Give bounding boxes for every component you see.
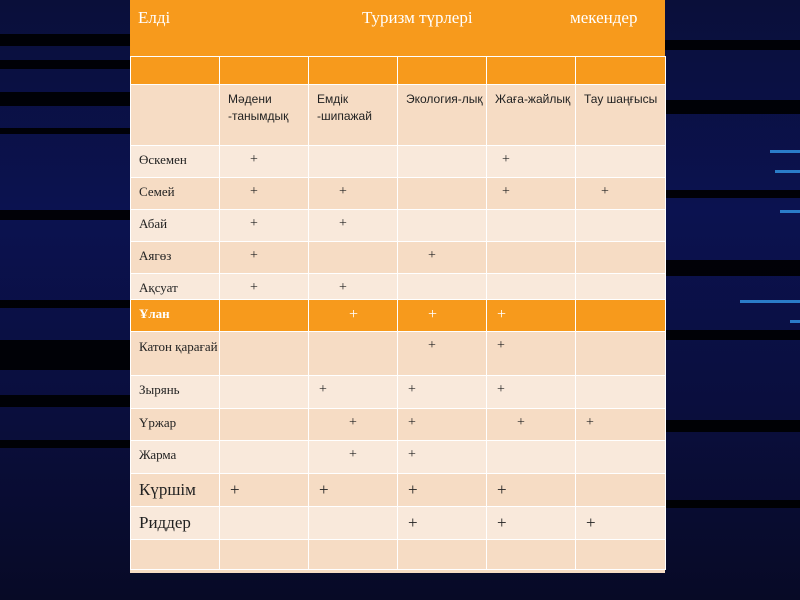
plus-mark: + <box>497 338 505 353</box>
plus-mark: + <box>250 184 258 199</box>
mark-cell <box>398 376 487 409</box>
header-col1: Елді <box>138 8 171 27</box>
mark-cell <box>220 274 309 300</box>
table-row <box>131 242 666 274</box>
mark-cell <box>220 332 309 376</box>
mark-cell <box>220 210 309 242</box>
mark-cell <box>398 300 487 332</box>
plus-mark: + <box>497 382 505 397</box>
plus-mark: + <box>428 338 436 353</box>
mark-cell <box>487 332 576 376</box>
mark-cell <box>398 474 487 507</box>
mark-cell <box>487 540 576 570</box>
mark-cell <box>220 300 309 332</box>
table-row <box>131 507 666 540</box>
plus-mark: + <box>349 447 357 462</box>
mark-cell <box>576 540 666 570</box>
tourism-table <box>130 0 665 573</box>
mark-cell <box>576 409 666 441</box>
plus-mark: + <box>408 480 418 499</box>
row-label: Абай <box>131 210 220 242</box>
row-label: Үржар <box>131 409 220 441</box>
mark-cell <box>576 441 666 474</box>
header-spacer-row <box>131 57 666 85</box>
table-row <box>131 300 666 332</box>
mark-cell <box>398 274 487 300</box>
mark-cell <box>309 441 398 474</box>
mark-cell <box>487 507 576 540</box>
table-row <box>131 332 666 376</box>
mark-cell <box>487 441 576 474</box>
plus-mark: + <box>349 415 357 430</box>
column-header: Экология-лық <box>398 85 487 147</box>
mark-cell <box>398 441 487 474</box>
header-col3: мекендер <box>570 8 638 27</box>
row-label: Күршім <box>131 474 220 507</box>
mark-cell <box>220 441 309 474</box>
mark-cell <box>576 300 666 332</box>
corner-cell <box>131 85 220 147</box>
plus-mark: + <box>250 248 258 263</box>
mark-cell <box>220 376 309 409</box>
mark-cell <box>487 242 576 274</box>
row-label: Өскемен <box>131 146 220 178</box>
mark-cell <box>487 376 576 409</box>
mark-cell <box>576 210 666 242</box>
table-row <box>131 274 666 300</box>
mark-cell <box>487 210 576 242</box>
mark-cell <box>220 242 309 274</box>
plus-mark: + <box>586 415 594 430</box>
plus-mark: + <box>502 152 510 167</box>
mark-cell <box>398 332 487 376</box>
column-header: Тау шаңғысы <box>576 85 666 147</box>
data-body <box>130 145 666 570</box>
row-label: Ұлан <box>131 300 220 332</box>
mark-cell <box>220 178 309 210</box>
mark-cell <box>487 409 576 441</box>
mark-cell <box>576 332 666 376</box>
plus-mark: + <box>250 152 258 167</box>
plus-mark: + <box>601 184 609 199</box>
mark-cell <box>487 178 576 210</box>
mark-cell <box>576 376 666 409</box>
mark-cell <box>576 274 666 300</box>
plus-mark: + <box>339 216 347 231</box>
mark-cell <box>398 409 487 441</box>
column-header: Мәдени -танымдық <box>220 85 309 147</box>
mark-cell <box>309 332 398 376</box>
mark-cell <box>309 178 398 210</box>
row-label: Катон қарағай <box>131 332 220 376</box>
plus-mark: + <box>497 306 507 323</box>
row-label: Риддер <box>131 507 220 540</box>
mark-cell <box>576 507 666 540</box>
mark-cell <box>309 507 398 540</box>
row-label: Ақсуат <box>131 274 220 300</box>
plus-mark: + <box>250 280 258 295</box>
mark-cell <box>309 474 398 507</box>
plus-mark: + <box>586 513 596 532</box>
table-row <box>131 540 666 570</box>
column-header-row <box>131 85 666 147</box>
plus-mark: + <box>408 382 416 397</box>
mark-cell <box>487 274 576 300</box>
mark-cell <box>309 540 398 570</box>
plus-mark: + <box>428 248 436 263</box>
column-header: Емдік -шипажай <box>309 85 398 147</box>
mark-cell <box>309 210 398 242</box>
table-row <box>131 376 666 409</box>
row-label: Зырянь <box>131 376 220 409</box>
row-label: Аягөз <box>131 242 220 274</box>
row-label <box>131 540 220 570</box>
table-row <box>131 474 666 507</box>
plus-mark: + <box>517 415 525 430</box>
mark-cell <box>398 540 487 570</box>
plus-mark: + <box>502 184 510 199</box>
table-row <box>131 409 666 441</box>
mark-cell <box>398 242 487 274</box>
data-grid <box>130 56 666 147</box>
table-row <box>131 441 666 474</box>
mark-cell <box>398 146 487 178</box>
plus-mark: + <box>250 216 258 231</box>
plus-mark: + <box>497 513 507 532</box>
mark-cell <box>309 300 398 332</box>
mark-cell <box>487 474 576 507</box>
plus-mark: + <box>339 184 347 199</box>
mark-cell <box>576 146 666 178</box>
row-label: Семей <box>131 178 220 210</box>
mark-cell <box>309 409 398 441</box>
mark-cell <box>220 540 309 570</box>
table-row <box>131 146 666 178</box>
plus-mark: + <box>319 382 327 397</box>
plus-mark: + <box>319 480 329 499</box>
table-header <box>130 0 665 56</box>
plus-mark: + <box>408 415 416 430</box>
row-label: Жарма <box>131 441 220 474</box>
mark-cell <box>220 507 309 540</box>
mark-cell <box>220 146 309 178</box>
plus-mark: + <box>428 306 438 323</box>
plus-mark: + <box>349 306 359 323</box>
table-row <box>131 178 666 210</box>
mark-cell <box>398 178 487 210</box>
mark-cell <box>309 274 398 300</box>
mark-cell <box>398 210 487 242</box>
mark-cell <box>487 300 576 332</box>
plus-mark: + <box>497 480 507 499</box>
mark-cell <box>398 507 487 540</box>
mark-cell <box>487 146 576 178</box>
header-col2: Туризм түрлері <box>362 8 473 27</box>
mark-cell <box>576 474 666 507</box>
mark-cell <box>309 146 398 178</box>
mark-cell <box>309 376 398 409</box>
table-row <box>131 210 666 242</box>
mark-cell <box>309 242 398 274</box>
plus-mark: + <box>408 447 416 462</box>
mark-cell <box>576 178 666 210</box>
column-header: Жаға-жайлық <box>487 85 576 147</box>
plus-mark: + <box>339 280 347 295</box>
mark-cell <box>576 242 666 274</box>
mark-cell <box>220 474 309 507</box>
mark-cell <box>220 409 309 441</box>
plus-mark: + <box>230 480 240 499</box>
plus-mark: + <box>408 513 418 532</box>
